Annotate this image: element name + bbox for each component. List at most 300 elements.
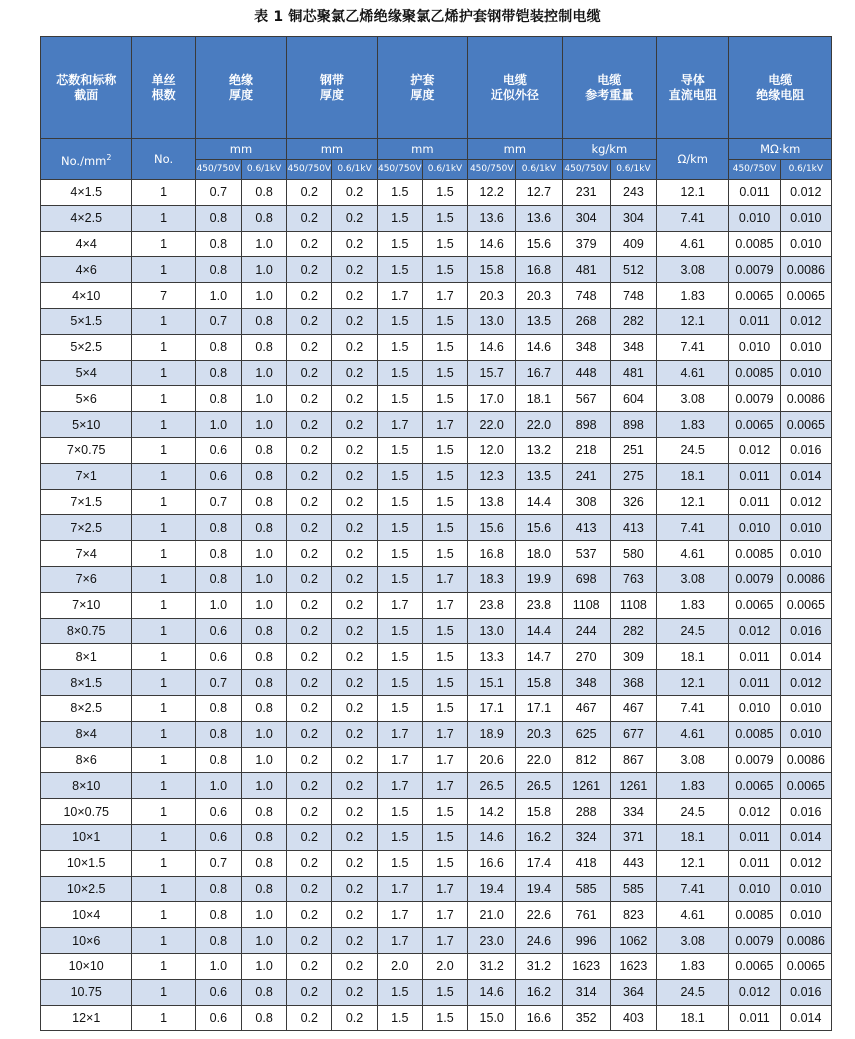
table-cell: 7.41 xyxy=(657,205,729,231)
table-cell: 12.0 xyxy=(468,437,516,463)
table-cell: 0.2 xyxy=(287,592,332,618)
header-tape-thickness: 钢带 厚度 xyxy=(287,37,377,139)
table-cell: 7×1.5 xyxy=(41,489,132,515)
table-cell: 0.2 xyxy=(332,231,377,257)
table-cell: 18.9 xyxy=(468,721,516,747)
table-cell: 12.7 xyxy=(516,180,562,206)
table-row xyxy=(41,773,832,799)
table-cell: 0.0079 xyxy=(729,386,780,412)
table-cell: 467 xyxy=(610,695,656,721)
table-cell: 1.7 xyxy=(377,283,422,309)
table-cell: 1 xyxy=(132,799,195,825)
table-cell: 13.8 xyxy=(468,489,516,515)
table-cell: 0.2 xyxy=(332,205,377,231)
table-cell: 0.8 xyxy=(241,489,286,515)
table-cell: 1 xyxy=(132,412,195,438)
table-row xyxy=(41,902,832,928)
table-cell: 0.014 xyxy=(780,463,831,489)
table-cell: 0.011 xyxy=(729,850,780,876)
table-cell: 22.0 xyxy=(516,747,562,773)
table-cell: 24.5 xyxy=(657,618,729,644)
table-cell: 0.2 xyxy=(332,437,377,463)
table-cell: 0.2 xyxy=(332,644,377,670)
table-row xyxy=(41,695,832,721)
table-cell: 14.6 xyxy=(468,334,516,360)
table-cell: 5×4 xyxy=(41,360,132,386)
table-cell: 15.0 xyxy=(468,1005,516,1031)
table-cell: 1.7 xyxy=(422,773,467,799)
table-cell: 2.0 xyxy=(377,953,422,979)
table-row xyxy=(41,257,832,283)
voltage-label: 0.6/1kV xyxy=(516,160,562,180)
table-cell: 1.0 xyxy=(241,412,286,438)
table-cell: 324 xyxy=(562,824,610,850)
table-cell: 1 xyxy=(132,670,195,696)
table-cell: 0.2 xyxy=(332,928,377,954)
table-cell: 1.5 xyxy=(377,695,422,721)
table-cell: 20.3 xyxy=(516,283,562,309)
table-cell: 352 xyxy=(562,1005,610,1031)
table-cell: 31.2 xyxy=(468,953,516,979)
table-row xyxy=(41,489,832,515)
table-cell: 1.5 xyxy=(422,979,467,1005)
table-cell: 348 xyxy=(610,334,656,360)
table-cell: 0.2 xyxy=(332,386,377,412)
table-cell: 14.6 xyxy=(468,824,516,850)
table-cell: 13.0 xyxy=(468,308,516,334)
table-cell: 0.2 xyxy=(332,360,377,386)
table-cell: 10×10 xyxy=(41,953,132,979)
table-cell: 1 xyxy=(132,334,195,360)
table-cell: 16.6 xyxy=(468,850,516,876)
table-cell: 1 xyxy=(132,205,195,231)
table-cell: 12.2 xyxy=(468,180,516,206)
table-cell: 1.5 xyxy=(422,257,467,283)
table-row xyxy=(41,515,832,541)
table-cell: 10.75 xyxy=(41,979,132,1005)
table-row xyxy=(41,592,832,618)
unit-strand: No. xyxy=(132,139,195,180)
header-strand-count: 单丝 根数 xyxy=(132,37,195,139)
table-cell: 1.5 xyxy=(422,180,467,206)
unit-tape: mm xyxy=(287,139,377,160)
unit-section: $No./mm^2$ xyxy=(41,139,132,180)
table-cell: 1.5 xyxy=(377,670,422,696)
table-cell: 14.2 xyxy=(468,799,516,825)
table-cell: 1.7 xyxy=(422,412,467,438)
table-cell: 0.6 xyxy=(195,463,241,489)
table-cell: 1108 xyxy=(562,592,610,618)
table-cell: 19.4 xyxy=(468,876,516,902)
table-cell: 10×1.5 xyxy=(41,850,132,876)
table-cell: 1.5 xyxy=(377,618,422,644)
table-cell: 0.011 xyxy=(729,824,780,850)
table-cell: 0.0065 xyxy=(780,592,831,618)
table-cell: 1.7 xyxy=(377,721,422,747)
table-cell: 243 xyxy=(610,180,656,206)
table-cell: 1.5 xyxy=(377,205,422,231)
table-cell: 13.5 xyxy=(516,308,562,334)
table-cell: 403 xyxy=(610,1005,656,1031)
table-cell: 0.016 xyxy=(780,979,831,1005)
table-cell: 0.8 xyxy=(195,515,241,541)
table-row xyxy=(41,308,832,334)
table-cell: 481 xyxy=(610,360,656,386)
table-cell: 5×1.5 xyxy=(41,308,132,334)
table-row xyxy=(41,566,832,592)
table-cell: 1.5 xyxy=(377,850,422,876)
table-row xyxy=(41,463,832,489)
table-cell: 19.4 xyxy=(516,876,562,902)
table-cell: 0.8 xyxy=(241,308,286,334)
table-cell: 241 xyxy=(562,463,610,489)
table-cell: 1 xyxy=(132,928,195,954)
table-cell: 18.1 xyxy=(657,644,729,670)
table-title: 表 1 铜芯聚氯乙烯绝缘聚氯乙烯护套钢带铠装控制电缆 xyxy=(254,9,601,25)
table-cell: 0.7 xyxy=(195,489,241,515)
table-cell: 23.8 xyxy=(468,592,516,618)
table-cell: 3.08 xyxy=(657,257,729,283)
table-cell: 0.2 xyxy=(332,876,377,902)
table-cell: 0.8 xyxy=(241,515,286,541)
table-row xyxy=(41,386,832,412)
table-cell: 7.41 xyxy=(657,876,729,902)
table-cell: 364 xyxy=(610,979,656,1005)
table-cell: 0.2 xyxy=(332,283,377,309)
table-row xyxy=(41,618,832,644)
table-cell: 0.8 xyxy=(195,386,241,412)
table-cell: 0.2 xyxy=(287,205,332,231)
table-cell: 898 xyxy=(610,412,656,438)
table-cell: 1623 xyxy=(610,953,656,979)
table-cell: 1.5 xyxy=(422,205,467,231)
table-cell: 1.5 xyxy=(422,231,467,257)
table-cell: 8×6 xyxy=(41,747,132,773)
table-cell: 1.5 xyxy=(377,360,422,386)
table-cell: 15.8 xyxy=(516,670,562,696)
table-cell: 7 xyxy=(132,283,195,309)
table-cell: 1.5 xyxy=(422,1005,467,1031)
table-cell: 1.5 xyxy=(422,824,467,850)
table-cell: 379 xyxy=(562,231,610,257)
table-cell: 0.2 xyxy=(287,618,332,644)
table-cell: 8×2.5 xyxy=(41,695,132,721)
unit-diameter: mm xyxy=(468,139,562,160)
table-cell: 1.5 xyxy=(377,308,422,334)
table-cell: 1 xyxy=(132,695,195,721)
table-cell: 1 xyxy=(132,979,195,1005)
table-cell: 1 xyxy=(132,824,195,850)
table-cell: 1.5 xyxy=(422,334,467,360)
table-cell: 1.7 xyxy=(422,592,467,618)
table-cell: 0.2 xyxy=(287,695,332,721)
table-cell: 0.011 xyxy=(729,489,780,515)
table-cell: 1 xyxy=(132,463,195,489)
table-cell: 15.7 xyxy=(468,360,516,386)
unit-sheath: mm xyxy=(377,139,467,160)
table-cell: 20.6 xyxy=(468,747,516,773)
table-cell: 0.010 xyxy=(780,515,831,541)
table-cell: 0.014 xyxy=(780,1005,831,1031)
table-cell: 15.6 xyxy=(468,515,516,541)
table-cell: 0.8 xyxy=(241,644,286,670)
table-cell: 0.2 xyxy=(332,257,377,283)
table-row xyxy=(41,205,832,231)
table-row xyxy=(41,412,832,438)
table-cell: 1 xyxy=(132,386,195,412)
table-cell: 8×4 xyxy=(41,721,132,747)
table-cell: 1 xyxy=(132,876,195,902)
table-cell: 625 xyxy=(562,721,610,747)
table-cell: 16.7 xyxy=(516,360,562,386)
table-cell: 17.1 xyxy=(468,695,516,721)
table-cell: 1.7 xyxy=(422,876,467,902)
table-cell: 537 xyxy=(562,541,610,567)
table-cell: 1.0 xyxy=(195,592,241,618)
table-cell: 1.5 xyxy=(377,799,422,825)
table-cell: 0.2 xyxy=(287,644,332,670)
table-cell: 1 xyxy=(132,902,195,928)
table-cell: 12.1 xyxy=(657,489,729,515)
table-cell: 1 xyxy=(132,850,195,876)
table-cell: 0.8 xyxy=(195,876,241,902)
table-cell: 0.7 xyxy=(195,850,241,876)
table-cell: 0.2 xyxy=(287,334,332,360)
table-cell: 12.1 xyxy=(657,850,729,876)
table-cell: 1.0 xyxy=(241,257,286,283)
table-cell: 580 xyxy=(610,541,656,567)
table-cell: 1.5 xyxy=(377,231,422,257)
table-cell: 0.010 xyxy=(780,360,831,386)
table-cell: 748 xyxy=(610,283,656,309)
table-cell: 0.0079 xyxy=(729,928,780,954)
table-cell: 1.5 xyxy=(377,541,422,567)
table-cell: 0.2 xyxy=(287,283,332,309)
table-cell: 1.0 xyxy=(241,566,286,592)
table-cell: 1.7 xyxy=(377,592,422,618)
table-cell: 512 xyxy=(610,257,656,283)
table-cell: 0.2 xyxy=(287,928,332,954)
table-cell: 4×2.5 xyxy=(41,205,132,231)
table-cell: 368 xyxy=(610,670,656,696)
table-cell: 21.0 xyxy=(468,902,516,928)
table-cell: 0.6 xyxy=(195,1005,241,1031)
table-cell: 4.61 xyxy=(657,231,729,257)
table-cell: 0.8 xyxy=(241,695,286,721)
table-row xyxy=(41,437,832,463)
table-cell: 1.0 xyxy=(241,773,286,799)
table-cell: 0.2 xyxy=(332,902,377,928)
table-cell: 1.7 xyxy=(377,773,422,799)
table-cell: 0.014 xyxy=(780,644,831,670)
table-cell: 8×10 xyxy=(41,773,132,799)
table-cell: 0.0079 xyxy=(729,747,780,773)
table-cell: 1.5 xyxy=(422,489,467,515)
table-cell: 14.6 xyxy=(468,231,516,257)
table-cell: 0.2 xyxy=(287,360,332,386)
table-cell: 0.2 xyxy=(287,876,332,902)
table-cell: 1 xyxy=(132,308,195,334)
table-cell: 14.6 xyxy=(516,334,562,360)
table-cell: 0.2 xyxy=(287,180,332,206)
table-cell: 24.5 xyxy=(657,437,729,463)
table-cell: 22.0 xyxy=(468,412,516,438)
table-row xyxy=(41,1005,832,1031)
table-cell: 1.7 xyxy=(422,566,467,592)
table-cell: 0.2 xyxy=(332,721,377,747)
table-row xyxy=(41,360,832,386)
table-cell: 1 xyxy=(132,773,195,799)
table-cell: 1261 xyxy=(562,773,610,799)
table-row xyxy=(41,928,832,954)
table-cell: 10×6 xyxy=(41,928,132,954)
table-cell: 304 xyxy=(562,205,610,231)
table-cell: 4.61 xyxy=(657,541,729,567)
table-cell: 0.2 xyxy=(287,231,332,257)
table-cell: 1.5 xyxy=(377,824,422,850)
table-cell: 1.7 xyxy=(422,928,467,954)
table-cell: 0.0085 xyxy=(729,360,780,386)
table-cell: 7×4 xyxy=(41,541,132,567)
table-cell: 0.0065 xyxy=(780,412,831,438)
table-cell: 1.5 xyxy=(422,850,467,876)
table-cell: 0.012 xyxy=(780,180,831,206)
table-cell: 4×1.5 xyxy=(41,180,132,206)
table-cell: 13.6 xyxy=(516,205,562,231)
table-cell: 0.010 xyxy=(729,876,780,902)
table-cell: 314 xyxy=(562,979,610,1005)
table-cell: 0.2 xyxy=(332,463,377,489)
table-cell: 13.2 xyxy=(516,437,562,463)
table-cell: 1.5 xyxy=(377,257,422,283)
table-cell: 0.016 xyxy=(780,618,831,644)
table-cell: 0.2 xyxy=(287,850,332,876)
table-cell: 275 xyxy=(610,463,656,489)
table-cell: 12×1 xyxy=(41,1005,132,1031)
table-cell: 20.3 xyxy=(516,721,562,747)
table-cell: 0.8 xyxy=(241,799,286,825)
unit-weight: kg/km xyxy=(562,139,656,160)
table-cell: 585 xyxy=(610,876,656,902)
table-cell: 0.2 xyxy=(287,308,332,334)
table-cell: 13.6 xyxy=(468,205,516,231)
table-cell: 18.1 xyxy=(657,824,729,850)
table-cell: 0.2 xyxy=(332,1005,377,1031)
table-cell: 1261 xyxy=(610,773,656,799)
table-cell: 898 xyxy=(562,412,610,438)
table-row xyxy=(41,670,832,696)
table-cell: 4×6 xyxy=(41,257,132,283)
table-cell: 244 xyxy=(562,618,610,644)
table-cell: 0.8 xyxy=(241,824,286,850)
table-cell: 418 xyxy=(562,850,610,876)
voltage-label: 450/750V xyxy=(562,160,610,180)
voltage-label: 0.6/1kV xyxy=(332,160,377,180)
voltage-label: 450/750V xyxy=(729,160,780,180)
header-insulation-resistance: 电缆 绝缘电阻 xyxy=(729,37,832,139)
table-cell: 1.0 xyxy=(241,360,286,386)
table-cell: 0.010 xyxy=(729,205,780,231)
table-cell: 0.2 xyxy=(287,747,332,773)
table-row xyxy=(41,747,832,773)
table-cell: 0.8 xyxy=(195,205,241,231)
table-cell: 15.6 xyxy=(516,515,562,541)
table-cell: 0.011 xyxy=(729,644,780,670)
table-cell: 0.8 xyxy=(195,541,241,567)
table-cell: 1 xyxy=(132,360,195,386)
table-cell: 1.5 xyxy=(377,437,422,463)
table-cell: 1.5 xyxy=(422,644,467,670)
table-cell: 1.83 xyxy=(657,592,729,618)
table-cell: 4.61 xyxy=(657,360,729,386)
table-cell: 0.8 xyxy=(241,670,286,696)
table-cell: 0.6 xyxy=(195,644,241,670)
voltage-label: 450/750V xyxy=(468,160,516,180)
table-cell: 677 xyxy=(610,721,656,747)
table-cell: 0.6 xyxy=(195,618,241,644)
cable-spec-table xyxy=(40,36,832,1031)
table-header xyxy=(41,37,832,180)
table-row xyxy=(41,850,832,876)
table-cell: 996 xyxy=(562,928,610,954)
table-cell: 334 xyxy=(610,799,656,825)
table-cell: 270 xyxy=(562,644,610,670)
table-cell: 16.6 xyxy=(516,1005,562,1031)
table-row xyxy=(41,231,832,257)
table-cell: 1 xyxy=(132,618,195,644)
table-cell: 0.2 xyxy=(332,180,377,206)
table-cell: 288 xyxy=(562,799,610,825)
table-cell: 0.2 xyxy=(287,412,332,438)
table-cell: 1.5 xyxy=(422,308,467,334)
table-cell: 1.0 xyxy=(195,412,241,438)
table-cell: 0.0086 xyxy=(780,257,831,283)
table-row xyxy=(41,799,832,825)
table-cell: 0.0079 xyxy=(729,257,780,283)
table-cell: 4.61 xyxy=(657,721,729,747)
table-cell: 304 xyxy=(610,205,656,231)
table-cell: 0.8 xyxy=(241,1005,286,1031)
table-cell: 0.0086 xyxy=(780,566,831,592)
table-cell: 17.4 xyxy=(516,850,562,876)
table-cell: 16.2 xyxy=(516,979,562,1005)
table-cell: 0.010 xyxy=(729,695,780,721)
table-cell: 1.5 xyxy=(422,541,467,567)
table-cell: 1.5 xyxy=(377,463,422,489)
table-cell: 7.41 xyxy=(657,695,729,721)
table-cell: 13.3 xyxy=(468,644,516,670)
table-cell: 0.012 xyxy=(729,979,780,1005)
table-cell: 1.7 xyxy=(422,283,467,309)
table-row xyxy=(41,953,832,979)
table-cell: 0.011 xyxy=(729,180,780,206)
table-cell: 8×1 xyxy=(41,644,132,670)
table-cell: 1.5 xyxy=(377,334,422,360)
table-body xyxy=(41,180,832,1031)
header-dc-resistance: 导体 直流电阻 xyxy=(657,37,729,139)
table-cell: 7.41 xyxy=(657,515,729,541)
table-cell: 3.08 xyxy=(657,386,729,412)
table-cell: 4×4 xyxy=(41,231,132,257)
table-cell: 0.2 xyxy=(287,1005,332,1031)
table-cell: 16.8 xyxy=(516,257,562,283)
table-cell: 1 xyxy=(132,566,195,592)
table-cell: 0.2 xyxy=(287,799,332,825)
table-cell: 0.8 xyxy=(241,437,286,463)
table-cell: 0.2 xyxy=(332,670,377,696)
table-cell: 1.0 xyxy=(241,283,286,309)
table-cell: 10×2.5 xyxy=(41,876,132,902)
